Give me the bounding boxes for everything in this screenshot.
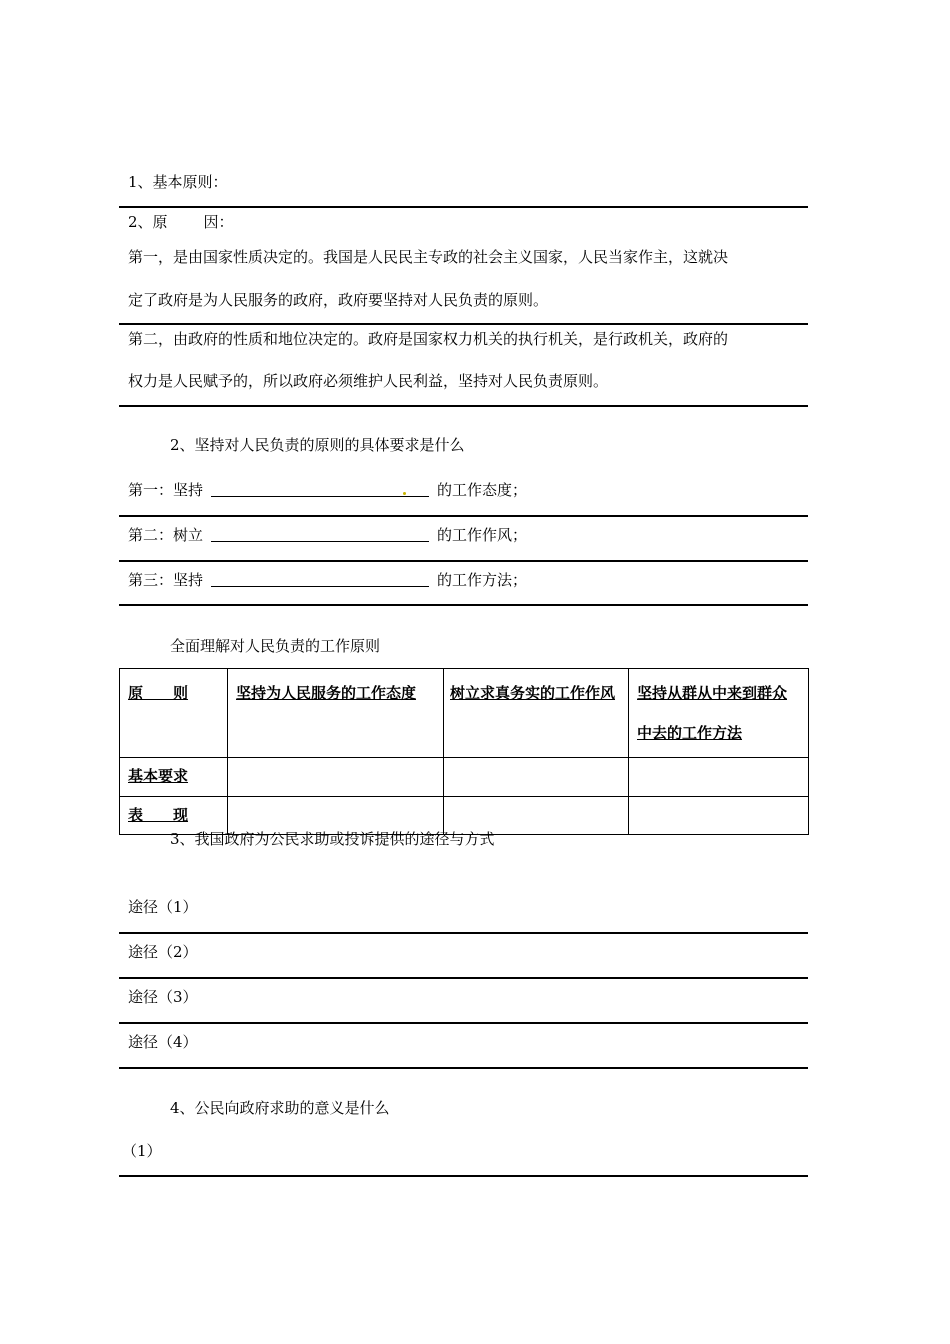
answer-line	[119, 1067, 808, 1069]
way-item-3: 途径（3）	[128, 988, 198, 1006]
answer-line	[119, 560, 808, 562]
fill-blank[interactable]	[211, 525, 429, 542]
answer-line	[119, 405, 808, 407]
table-row-label: 表 现	[120, 797, 228, 835]
requirement-prefix: 第三：坚持	[128, 571, 204, 589]
table-cell[interactable]	[228, 758, 444, 797]
table-cell[interactable]	[629, 758, 809, 797]
requirement-prefix: 第二：树立	[128, 526, 204, 544]
table-cell[interactable]	[444, 758, 629, 797]
requirement-item-2	[128, 525, 527, 545]
reason-2-line-1: 第二，由政府的性质和地位决定的。政府是国家权力机关的执行机关，是行政机关，政府的	[128, 330, 729, 348]
table-header-cell: 树立求真务实的工作作风	[444, 669, 629, 758]
table-caption: 全面理解对人民负责的工作原则	[170, 637, 381, 655]
table-header-cell: 坚持从群从中来到群众中去的工作方法	[629, 669, 809, 758]
requirement-suffix: 的工作方法；	[437, 571, 528, 589]
way-item-1: 途径（1）	[128, 898, 198, 916]
reason-heading-num: 2、原	[128, 213, 168, 231]
table-row	[120, 758, 809, 797]
requirement-suffix: 的工作态度；	[437, 481, 528, 499]
answer-line	[119, 515, 808, 517]
answer-line	[119, 1022, 808, 1024]
reason-2-line-2: 权力是人民赋予的，所以政府必须维护人民利益，坚持对人民负责原则。	[128, 372, 609, 390]
basic-principle-heading: 1、基本原则：	[128, 173, 228, 191]
reason-1-line-1: 第一，是由国家性质决定的。我国是人民民主专政的社会主义国家，人民当家作主，这就决	[128, 248, 729, 266]
meaning-heading: 4、公民向政府求助的意义是什么	[170, 1099, 390, 1117]
table-header-cell: 坚持为人民服务的工作态度	[228, 669, 444, 758]
answer-line	[119, 977, 808, 979]
answer-line	[119, 932, 808, 934]
reason-heading-tail: 因：	[203, 213, 234, 231]
reason-1-line-2: 定了政府是为人民服务的政府，政府要坚持对人民负责的原则。	[128, 291, 549, 309]
reason-heading	[128, 212, 234, 232]
fill-blank[interactable]	[211, 570, 429, 587]
table-header-row	[120, 669, 809, 758]
requirement-prefix: 第一：坚持	[128, 481, 204, 499]
answer-line	[119, 604, 808, 606]
answer-line	[119, 1175, 808, 1177]
marker-dot	[403, 492, 406, 495]
answer-line	[119, 323, 808, 325]
meaning-item-1: （1）	[122, 1142, 162, 1160]
requirement-item-1	[128, 480, 527, 500]
requirement-suffix: 的工作作风；	[437, 526, 528, 544]
way-item-2: 途径（2）	[128, 943, 198, 961]
requirements-heading: 2、坚持对人民负责的原则的具体要求是什么	[170, 436, 465, 454]
ways-heading: 3、我国政府为公民求助或投诉提供的途径与方式	[170, 830, 495, 848]
way-item-4: 途径（4）	[128, 1033, 198, 1051]
table-row-label: 基本要求	[120, 758, 228, 797]
requirement-item-3	[128, 570, 527, 590]
table-cell[interactable]	[629, 797, 809, 835]
table-header-cell: 原 则	[120, 669, 228, 758]
principles-table	[119, 668, 809, 835]
answer-line	[119, 206, 808, 208]
fill-blank[interactable]	[211, 480, 429, 497]
